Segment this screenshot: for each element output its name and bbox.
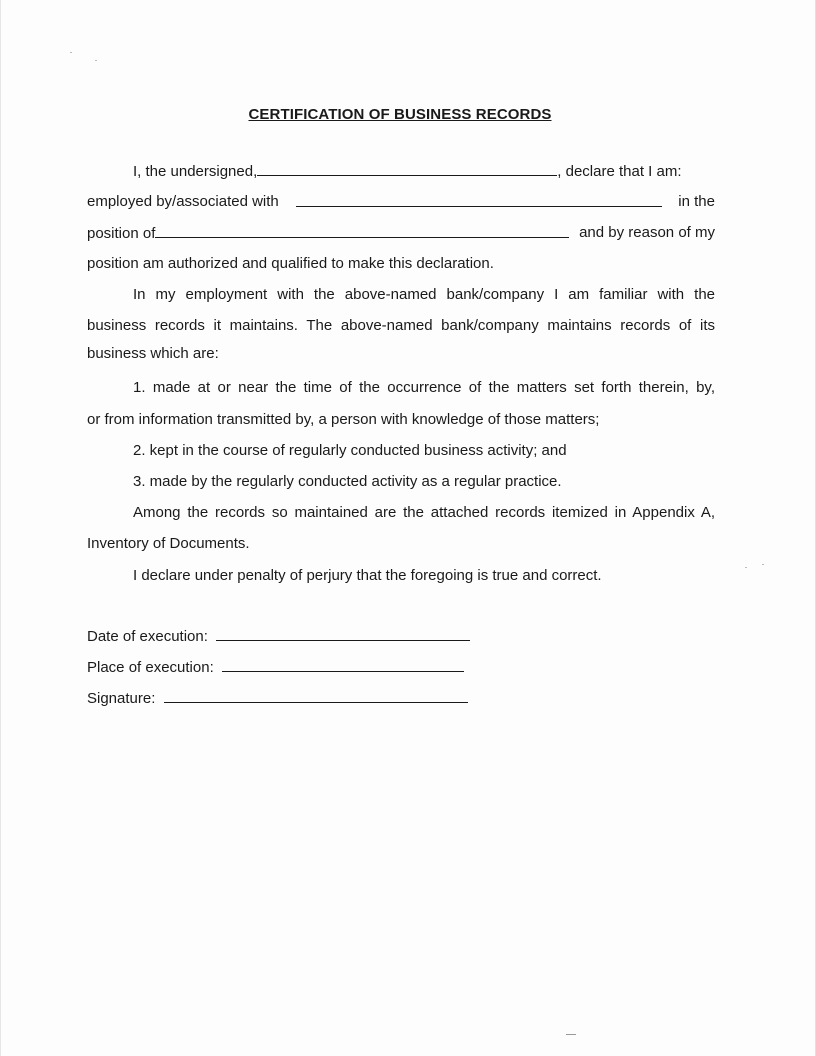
- date-label: Date of execution:: [87, 628, 208, 645]
- familiarity-line-3: business which are:: [87, 345, 219, 362]
- place-label: Place of execution:: [87, 659, 214, 676]
- declaration-line-4: position am authorized and qualified to make this declaration.: [87, 255, 494, 272]
- position-blank-field[interactable]: [155, 223, 569, 238]
- perjury-statement: I declare under penalty of perjury that the foregoing is true and correct.: [133, 567, 602, 584]
- declare-label: , declare that I am:: [557, 163, 682, 180]
- reason-label: and by reason of my: [579, 224, 715, 241]
- item-1-line-1: 1. made at or near the time of the occurrence of the matters set forth therein, by,: [133, 379, 715, 396]
- scan-speck: [95, 60, 97, 61]
- scan-speck: [762, 564, 764, 565]
- item-3: 3. made by the regularly conducted activity as a regular practice.: [133, 473, 562, 490]
- scan-speck: [745, 567, 747, 568]
- declaration-line-2: [87, 192, 715, 212]
- date-blank-field[interactable]: [216, 626, 470, 641]
- familiarity-line-2: business records it maintains. The above-named bank/company maintains records of its: [87, 317, 715, 334]
- undersigned-label: I, the undersigned,: [133, 163, 258, 180]
- place-blank-field[interactable]: [222, 657, 464, 672]
- signature-label: Signature:: [87, 690, 156, 707]
- declaration-line-3: [87, 223, 715, 244]
- item-1-line-2: or from information transmitted by, a person with knowledge of those matters;: [87, 411, 600, 428]
- place-of-execution-row: [87, 657, 464, 678]
- document-title: CERTIFICATION OF BUSINESS RECORDS: [248, 106, 552, 123]
- scan-speck: [70, 52, 72, 53]
- scan-edge-left: [0, 0, 1, 1056]
- employed-label: employed by/associated with: [87, 193, 279, 210]
- signature-row: [87, 688, 468, 709]
- in-the-label: in the: [678, 193, 715, 210]
- date-of-execution-row: [87, 626, 470, 647]
- name-blank-field[interactable]: [257, 161, 557, 176]
- scan-speck: [566, 1034, 576, 1035]
- signature-blank-field[interactable]: [164, 688, 468, 703]
- familiarity-line-1: In my employment with the above-named bank/company I am familiar with the: [133, 286, 715, 303]
- position-label: position of: [87, 225, 156, 242]
- records-line-1: Among the records so maintained are the attached records itemized in Appendix A,: [133, 504, 715, 521]
- item-2: 2. kept in the course of regularly conducted business activity; and: [133, 442, 567, 459]
- employer-blank-field[interactable]: [296, 192, 662, 207]
- records-line-2: Inventory of Documents.: [87, 535, 250, 552]
- declaration-line-1: [87, 161, 715, 182]
